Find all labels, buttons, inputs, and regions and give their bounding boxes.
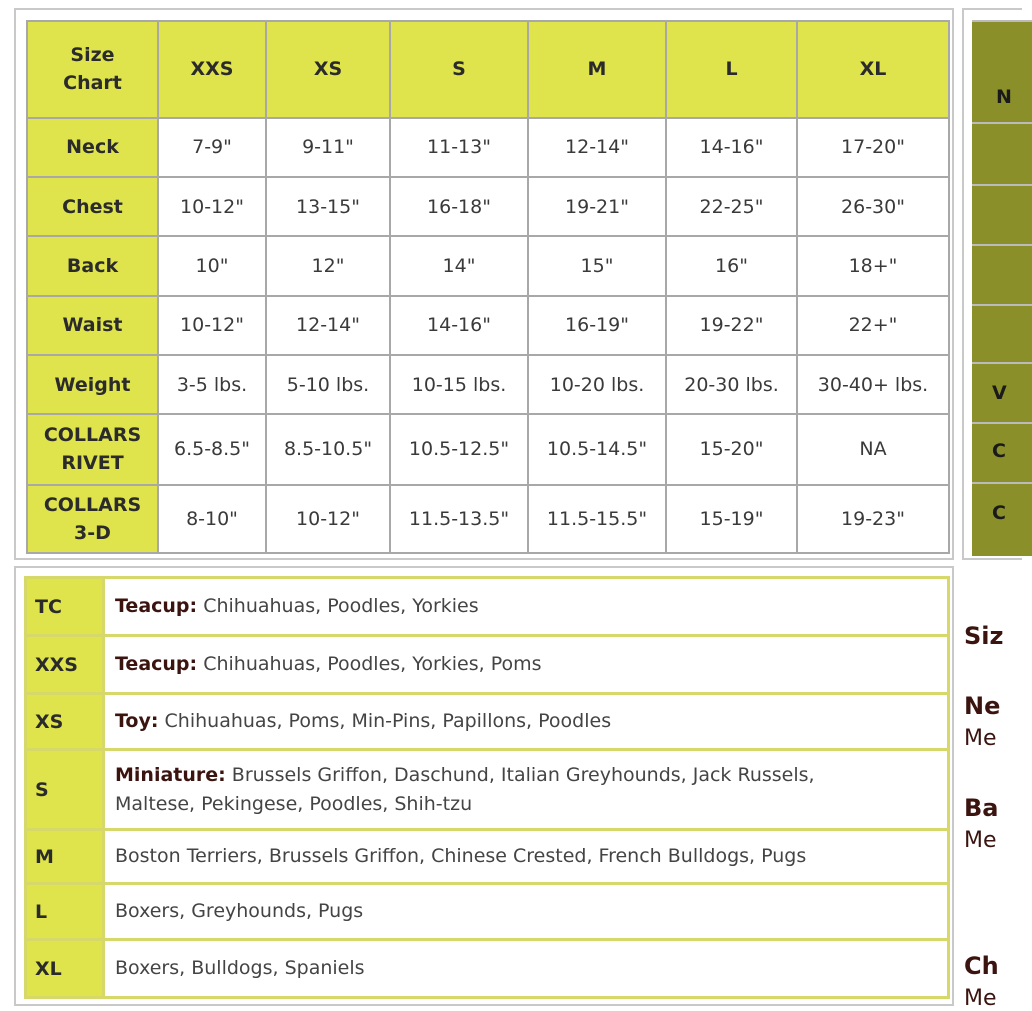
row-label-waist bbox=[27, 296, 158, 355]
size-value-cell: 10-20 lbs. bbox=[528, 355, 666, 414]
size-value-cell: 19-23" bbox=[797, 485, 949, 553]
right-table-cell bbox=[972, 20, 1032, 122]
breed-size-code: S bbox=[26, 750, 104, 830]
size-chart-row bbox=[27, 485, 949, 553]
size-value-cell: 10-12" bbox=[266, 485, 390, 553]
side-text-line: Me bbox=[964, 828, 997, 853]
breed-row bbox=[26, 940, 949, 998]
size-value-cell: 10.5-14.5" bbox=[528, 414, 666, 484]
size-header-s: S bbox=[390, 21, 528, 118]
right-table-cell-text: V bbox=[992, 382, 1007, 404]
size-value-cell: 20-30 lbs. bbox=[666, 355, 797, 414]
breed-size-code: XL bbox=[26, 940, 104, 998]
size-chart-row bbox=[27, 296, 949, 355]
size-chart-panel bbox=[14, 8, 954, 560]
breed-category: Teacup: bbox=[115, 595, 198, 617]
size-header-m: M bbox=[528, 21, 666, 118]
breed-description bbox=[104, 750, 949, 830]
row-label-chest bbox=[27, 177, 158, 236]
breed-category: Teacup: bbox=[115, 653, 198, 675]
size-value-cell: 7-9" bbox=[158, 118, 266, 177]
size-value-cell: 11.5-15.5" bbox=[528, 485, 666, 553]
size-value-cell: 19-22" bbox=[666, 296, 797, 355]
size-value-cell: 8.5-10.5" bbox=[266, 414, 390, 484]
size-chart-row bbox=[27, 414, 949, 484]
breed-size-code: L bbox=[26, 884, 104, 940]
size-value-cell: 19-21" bbox=[528, 177, 666, 236]
breed-list: Chihuahuas, Poodles, Yorkies bbox=[203, 595, 479, 617]
side-heading: Ch bbox=[964, 952, 999, 980]
breed-row bbox=[26, 636, 949, 694]
size-value-cell: 18+" bbox=[797, 236, 949, 295]
corner-label-line: Chart bbox=[63, 72, 122, 95]
breed-size-code: TC bbox=[26, 578, 104, 636]
side-heading: Ne bbox=[964, 692, 1001, 720]
size-chart-row bbox=[27, 177, 949, 236]
right-table-cell-text: C bbox=[992, 502, 1006, 524]
size-value-cell: 22-25" bbox=[666, 177, 797, 236]
row-label-neck bbox=[27, 118, 158, 177]
row-label-line: Waist bbox=[62, 314, 123, 337]
breed-category: Toy: bbox=[115, 710, 159, 732]
size-value-cell: 10.5-12.5" bbox=[390, 414, 528, 484]
size-value-cell: 15" bbox=[528, 236, 666, 295]
right-table-cell bbox=[972, 244, 1032, 304]
breed-guide-panel bbox=[14, 566, 954, 1006]
breed-list: Boston Terriers, Brussels Griffon, Chinese Crested, French Bulldogs, Pugs bbox=[115, 845, 807, 867]
row-label-line: COLLARS bbox=[43, 424, 142, 447]
size-header-xxs: XXS bbox=[158, 21, 266, 118]
row-label-collars-3-d bbox=[27, 485, 158, 553]
size-value-cell: 17-20" bbox=[797, 118, 949, 177]
row-label-weight bbox=[27, 355, 158, 414]
breed-size-code: M bbox=[26, 830, 104, 884]
size-value-cell: 16-19" bbox=[528, 296, 666, 355]
side-text-line: Me bbox=[964, 986, 997, 1011]
size-value-cell: 16-18" bbox=[390, 177, 528, 236]
size-value-cell: 15-20" bbox=[666, 414, 797, 484]
size-chart-table bbox=[26, 20, 950, 554]
size-value-cell: 14" bbox=[390, 236, 528, 295]
breed-size-code: XXS bbox=[26, 636, 104, 694]
size-header-xl: XL bbox=[797, 21, 949, 118]
size-chart-corner-label bbox=[27, 21, 158, 118]
size-value-cell: 8-10" bbox=[158, 485, 266, 553]
side-heading: Siz bbox=[964, 622, 1004, 650]
size-value-cell: 15-19" bbox=[666, 485, 797, 553]
size-value-cell: 30-40+ lbs. bbox=[797, 355, 949, 414]
breed-row bbox=[26, 750, 949, 830]
right-table-cell-text: C bbox=[992, 440, 1006, 462]
size-value-cell: 5-10 lbs. bbox=[266, 355, 390, 414]
breed-list: Chihuahuas, Poodles, Yorkies, Poms bbox=[203, 653, 542, 675]
row-label-line: Neck bbox=[66, 136, 119, 159]
size-value-cell: 11-13" bbox=[390, 118, 528, 177]
size-value-cell: 10-12" bbox=[158, 296, 266, 355]
side-heading: Ba bbox=[964, 794, 999, 822]
breed-category: Miniature: bbox=[115, 763, 226, 786]
breed-description bbox=[104, 694, 949, 750]
breed-description bbox=[104, 578, 949, 636]
right-table-cell bbox=[972, 184, 1032, 244]
breed-list: Boxers, Greyhounds, Pugs bbox=[115, 900, 364, 922]
breed-row bbox=[26, 694, 949, 750]
breed-description bbox=[104, 830, 949, 884]
right-table-cell bbox=[972, 422, 1032, 482]
row-label-collars-rivet bbox=[27, 414, 158, 484]
size-chart-header-row bbox=[27, 21, 949, 118]
row-label-line: COLLARS bbox=[43, 493, 142, 516]
size-value-cell: 9-11" bbox=[266, 118, 390, 177]
size-chart-row bbox=[27, 118, 949, 177]
size-chart-row bbox=[27, 236, 949, 295]
size-chart-row bbox=[27, 355, 949, 414]
breed-list: Chihuahuas, Poms, Min-Pins, Papillons, Poodles bbox=[164, 710, 612, 732]
size-value-cell: 13-15" bbox=[266, 177, 390, 236]
breed-size-code: XS bbox=[26, 694, 104, 750]
breed-guide-table bbox=[24, 576, 950, 999]
right-table-cell bbox=[972, 482, 1032, 556]
breed-row bbox=[26, 830, 949, 884]
breed-description bbox=[104, 636, 949, 694]
row-label-back bbox=[27, 236, 158, 295]
side-text-line: Me bbox=[964, 726, 997, 751]
breed-list: Maltese, Pekingese, Poodles, Shih-tzu bbox=[115, 792, 473, 815]
size-value-cell: 10" bbox=[158, 236, 266, 295]
size-value-cell: 10-12" bbox=[158, 177, 266, 236]
size-header-l: L bbox=[666, 21, 797, 118]
breed-list: Brussels Griffon, Daschund, Italian Greyhounds, Jack Russels, bbox=[231, 763, 815, 786]
breed-description bbox=[104, 940, 949, 998]
size-value-cell: 11.5-13.5" bbox=[390, 485, 528, 553]
right-size-table-partial bbox=[962, 8, 1022, 560]
size-value-cell: 22+" bbox=[797, 296, 949, 355]
breed-list: Boxers, Bulldogs, Spaniels bbox=[115, 957, 365, 979]
size-value-cell: 14-16" bbox=[390, 296, 528, 355]
size-value-cell: 16" bbox=[666, 236, 797, 295]
size-value-cell: 14-16" bbox=[666, 118, 797, 177]
size-value-cell: 12-14" bbox=[266, 296, 390, 355]
row-label-line: 3-D bbox=[74, 521, 111, 544]
size-value-cell: 10-15 lbs. bbox=[390, 355, 528, 414]
right-table-cell bbox=[972, 304, 1032, 362]
size-value-cell: 3-5 lbs. bbox=[158, 355, 266, 414]
right-table-cell bbox=[972, 362, 1032, 422]
size-value-cell: NA bbox=[797, 414, 949, 484]
breed-row bbox=[26, 578, 949, 636]
row-label-line: RIVET bbox=[61, 452, 124, 475]
side-measure-text bbox=[964, 600, 1024, 1011]
row-label-line: Weight bbox=[54, 373, 131, 396]
breed-description bbox=[104, 884, 949, 940]
row-label-line: Chest bbox=[62, 195, 123, 218]
right-table-cell bbox=[972, 122, 1032, 184]
right-table-cell-text: N bbox=[996, 86, 1012, 108]
size-value-cell: 6.5-8.5" bbox=[158, 414, 266, 484]
size-value-cell: 12-14" bbox=[528, 118, 666, 177]
corner-label-line: Size bbox=[70, 44, 115, 67]
breed-row bbox=[26, 884, 949, 940]
size-value-cell: 12" bbox=[266, 236, 390, 295]
size-value-cell: 26-30" bbox=[797, 177, 949, 236]
row-label-line: Back bbox=[66, 254, 119, 277]
size-header-xs: XS bbox=[266, 21, 390, 118]
